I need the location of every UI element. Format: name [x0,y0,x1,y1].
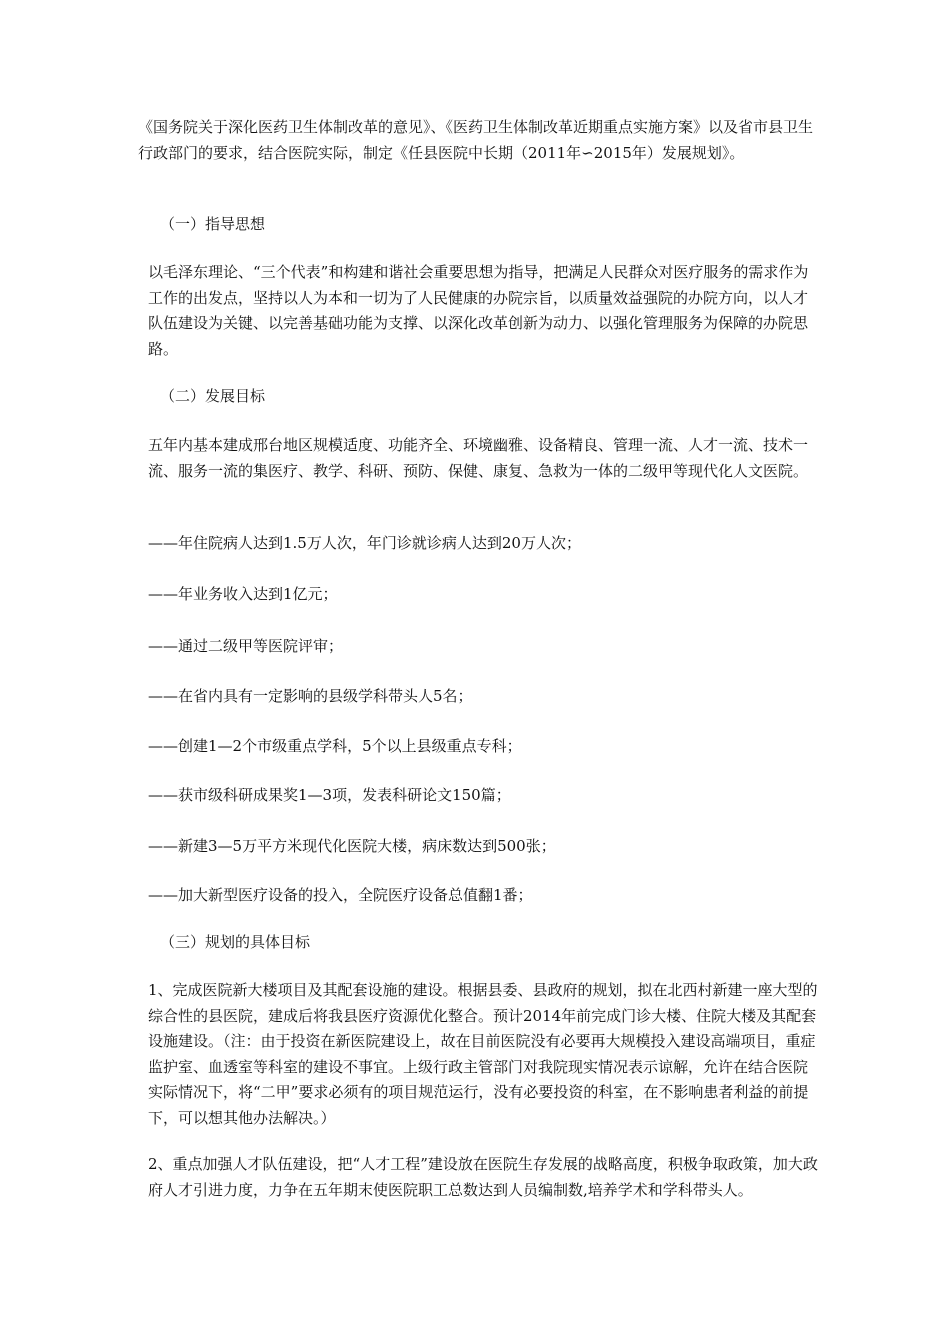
intro-paragraph: 《国务院关于深化医药卫生体制改革的意见》、《医药卫生体制改革近期重点实施方案》以及省市县卫生行政部门的要求，结合医院实际，制定《任县医院中长期（2011年∽2015年）发展规划》。 [138,118,814,162]
goal-item: ——新建3—5万平方米现代化医院大楼，病床数达到500张； [148,837,556,855]
goal-item: ——创建1—2个市级重点学科，5个以上县级重点专科； [148,737,522,755]
section-heading-guiding-thought: （一）指导思想 [160,215,266,233]
goal-item: ——年住院病人达到1.5万人次，年门诊就诊病人达到20万人次； [148,534,581,552]
goal-item: ——加大新型医疗设备的投入，全院医疗设备总值翻1番； [148,886,533,904]
guiding-thought-paragraph: 以毛泽东理论、“三个代表”和构建和谐社会重要思想为指导，把满足人民群众对医疗服务的需求作为工作的出发点，坚持以人为本和一切为了人民健康的办院宗旨，以质量效益强院的办院方向，以人才队伍建设为关键、以完善基础功能为支撑、以深化改革创新为动力、以强化管理服务为保障的办院思路。 [148,263,809,358]
goal-item: ——年业务收入达到1亿元； [148,585,338,603]
goal-item: ——在省内具有一定影响的县级学科带头人5名； [148,687,473,705]
goal-item: ——通过二级甲等医院评审； [148,637,344,655]
specific-target-item-2: 2、重点加强人才队伍建设，把“人才工程”建设放在医院生存发展的战略高度，积极争取政策，加大政府人才引进力度，力争在五年期末使医院职工总数达到人员编制数,培养学术和学科带头人。 [148,1155,818,1199]
goal-item: ——获市级科研成果奖1—3项，发表科研论文150篇； [148,786,511,804]
development-goals-paragraph: 五年内基本建成邢台地区规模适度、功能齐全、环境幽雅、设备精良、管理一流、人才一流、技术一流、服务一流的集医疗、教学、科研、预防、保健、康复、急救为一体的二级甲等现代化人文医院。 [148,436,809,480]
section-heading-specific-targets: （三）规划的具体目标 [160,933,311,951]
specific-target-item-1: 1、完成医院新大楼项目及其配套设施的建设。根据县委、县政府的规划，拟在北西村新建一座大型的综合性的县医院，建成后将我县医疗资源优化整合。预计2014年前完成门诊大楼、住院大楼及其配套设施建设。（注：由于投资在新医院建设上，故在目前医院没有必要再大规模投入建设高端项目，重症监护室、血透室等科室的建设不事宜。上级行政主管部门对我院现实情况表示谅解，允许在结合医院实际情况下，将“二甲”要求必须有的项目规范运行，没有必要投资的科室，在不影响患者利益的前提下，可以想其他办法解决。） [148,981,818,1127]
section-heading-development-goals: （二）发展目标 [160,387,266,405]
